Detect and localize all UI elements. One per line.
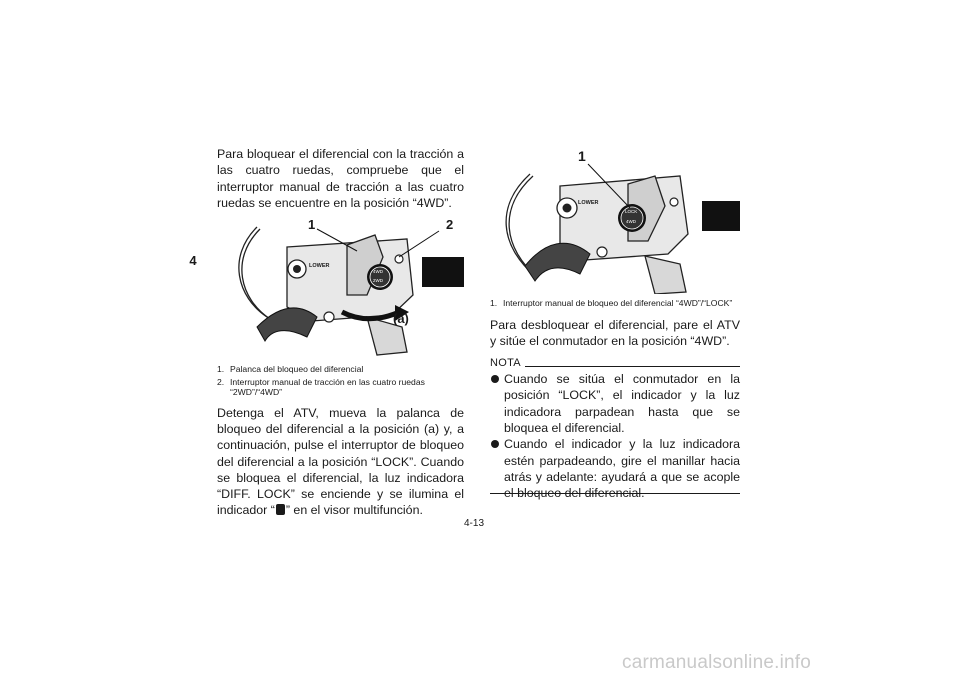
- label-4wd: 4WD: [626, 219, 636, 224]
- handlebar-illustration: [217, 217, 464, 357]
- label-4wd: 4WD: [373, 269, 383, 275]
- unlock-paragraph: Para desbloquear el diferencial, pare el ATV y sitúe el conmutador en la posición “4WD”.: [490, 317, 740, 348]
- watermark: carmanualsonline.info: [622, 652, 812, 673]
- caption-item: 2. Interruptor manual de tracción en las cuatro ruedas “2WD”/“4WD”: [217, 376, 425, 398]
- intro-paragraph: Para bloquear el diferencial con la tracción a las cuatro ruedas, compruebe que el interruptor manual de tracción a las cuatro ruedas se encuentre en la posición “4WD”.: [217, 147, 464, 210]
- handlebar-switch-illustration: [490, 146, 740, 294]
- label-lock: LOCK: [625, 209, 638, 214]
- nota-item: Cuando el indicador y la luz indicadora estén parpadeando, gire el manillar hacia atrás y adelante: ayudará a que se acople el bloqueo del diferencial.: [490, 436, 740, 501]
- bullet-icon: [491, 440, 499, 448]
- callout-a: (a): [393, 311, 409, 327]
- diff-lock-switch-figure: [490, 146, 740, 294]
- chapter-tab: 4: [189, 253, 197, 268]
- left-caption-list: [217, 364, 464, 398]
- bullet-icon: [491, 375, 499, 383]
- callout-1: 1: [578, 148, 586, 164]
- left-column: [217, 146, 464, 519]
- caption-item: 1. Palanca del bloqueo del diferencial: [217, 364, 364, 375]
- callout-2: 2: [446, 217, 454, 233]
- differential-lever-figure: [217, 217, 464, 357]
- nota-bottom-rule: [490, 493, 740, 494]
- diff-lock-indicator-icon: [276, 504, 285, 515]
- label-2wd: 2WD: [373, 278, 383, 284]
- label-lower: LOWER: [578, 200, 599, 206]
- nota-label: NOTA: [490, 357, 521, 370]
- label-lower: LOWER: [309, 263, 330, 270]
- callout-1: 1: [308, 217, 316, 233]
- nota-item: Cuando se sitúa el conmutador en la posición “LOCK”, el indicador y la luz indicadora parpadean hasta que se bloquea el diferencial.: [490, 371, 740, 436]
- page-number: 4-13: [464, 518, 485, 529]
- nota-list: [490, 371, 740, 501]
- caption-item: 1. Interruptor manual de bloqueo del diferencial “4WD”/“LOCK”: [490, 298, 733, 308]
- nota-heading: [490, 357, 740, 369]
- right-column: [490, 146, 740, 501]
- right-caption-list: [490, 298, 740, 309]
- nota-rule: [525, 366, 740, 367]
- procedure-paragraph: Detenga el ATV, mueva la palanca de bloqueo del diferencial a la posición (a) y, a continuación, pulse el interruptor de bloqueo del diferencial a la posición “LOCK”. Cuando se bloquea el diferencial, la luz indicadora “DIFF. LOCK” se enciende y se ilumina el indicador “ ” en el visor multifunción.: [217, 405, 464, 518]
